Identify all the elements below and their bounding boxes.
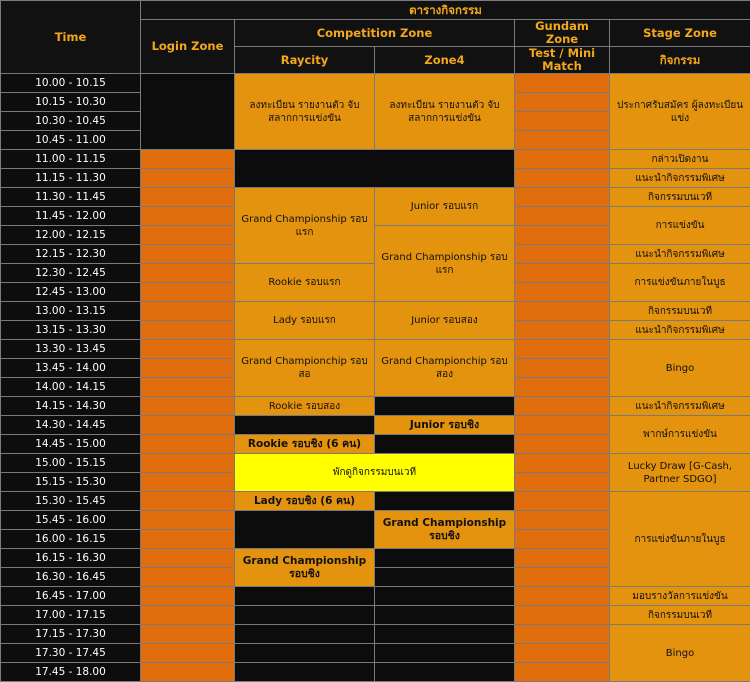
gundam-slot (515, 473, 610, 492)
gundam-slot (515, 74, 610, 93)
stage-activity: Bingo (610, 625, 750, 682)
gundam-slot (515, 359, 610, 378)
login-slot (141, 549, 235, 568)
gundam-slot (515, 226, 610, 245)
stage-activity: กิจกรรมบนเวที (610, 188, 750, 207)
stage-activity: แนะนำกิจกรรมพิเศษ (610, 321, 750, 340)
zone4-junior-final: Junior รอบชิง (375, 416, 515, 435)
gundam-slot (515, 112, 610, 131)
stage-activity: พากษ์การแข่งขัน (610, 416, 750, 454)
login-slot (141, 530, 235, 549)
competition-empty (235, 150, 515, 188)
gundam-slot (515, 511, 610, 530)
login-slot (141, 264, 235, 283)
gundam-sub-header: Test / Mini Match (515, 47, 610, 74)
gundam-slot (515, 93, 610, 112)
time-slot: 15.45 - 16.00 (1, 511, 141, 530)
login-slot (141, 188, 235, 207)
zone4-junior-round2: Junior รอบสอง (375, 302, 515, 340)
time-slot: 13.15 - 13.30 (1, 321, 141, 340)
login-slot (141, 663, 235, 682)
stage-zone-header: Stage Zone (610, 20, 750, 47)
stage-activity: การแข่งขันภายในบูธ (610, 264, 750, 302)
login-slot (141, 435, 235, 454)
zone4-junior-round1: Junior รอบแรก (375, 188, 515, 226)
login-slot (141, 492, 235, 511)
login-slot (141, 169, 235, 188)
time-slot: 14.00 - 14.15 (1, 378, 141, 397)
time-slot: 10.30 - 10.45 (1, 112, 141, 131)
stage-activity: แนะนำกิจกรรมพิเศษ (610, 169, 750, 188)
break-banner: พักดูกิจกรรมบนเวที (235, 454, 515, 492)
login-slot (141, 606, 235, 625)
raycity-empty (235, 511, 375, 549)
gundam-slot (515, 131, 610, 150)
raycity-empty (235, 606, 375, 625)
zone4-empty (375, 644, 515, 663)
schedule-title: ตารางกิจกรรม (141, 1, 750, 20)
gundam-slot (515, 150, 610, 169)
stage-activity: การแข่งขันภายในบูธ (610, 492, 750, 587)
time-slot: 15.15 - 15.30 (1, 473, 141, 492)
competition-zone-header: Competition Zone (235, 20, 515, 47)
gundam-slot (515, 340, 610, 359)
time-slot: 12.00 - 12.15 (1, 226, 141, 245)
raycity-gc-round2: Grand Championchip รอบสอ (235, 340, 375, 397)
time-slot: 13.30 - 13.45 (1, 340, 141, 359)
time-slot: 13.45 - 14.00 (1, 359, 141, 378)
time-slot: 12.30 - 12.45 (1, 264, 141, 283)
time-slot: 14.45 - 15.00 (1, 435, 141, 454)
login-zone-header: Login Zone (141, 20, 235, 74)
time-slot: 12.45 - 13.00 (1, 283, 141, 302)
gundam-slot (515, 568, 610, 587)
gundam-slot (515, 283, 610, 302)
zone4-registration: ลงทะเบียน รายงานตัว จับสลากการแข่งขัน (375, 74, 515, 150)
time-header: Time (1, 1, 141, 74)
zone4-gc-round2: Grand Championchip รอบสอง (375, 340, 515, 397)
stage-activity: กล่าวเปิดงาน (610, 150, 750, 169)
gundam-zone-header: Gundam Zone (515, 20, 610, 47)
raycity-lady-round1: Lady รอบแรก (235, 302, 375, 340)
raycity-gc-final: Grand Championship รอบชิง (235, 549, 375, 587)
gundam-slot (515, 245, 610, 264)
gundam-slot (515, 606, 610, 625)
zone4-gc-round1: Grand Championship รอบแรก (375, 226, 515, 302)
time-slot: 17.45 - 18.00 (1, 663, 141, 682)
time-slot: 13.00 - 13.15 (1, 302, 141, 321)
time-slot: 17.00 - 17.15 (1, 606, 141, 625)
login-slot (141, 473, 235, 492)
stage-activity: Bingo (610, 340, 750, 397)
time-slot: 17.15 - 17.30 (1, 625, 141, 644)
time-slot: 14.15 - 14.30 (1, 397, 141, 416)
time-slot: 17.30 - 17.45 (1, 644, 141, 663)
login-slot (141, 283, 235, 302)
time-slot: 11.00 - 11.15 (1, 150, 141, 169)
raycity-empty (235, 416, 375, 435)
raycity-empty (235, 625, 375, 644)
raycity-lady-final: Lady รอบชิง (6 คน) (235, 492, 375, 511)
stage-sub-header: กิจกรรม (610, 47, 750, 74)
stage-activity: แนะนำกิจกรรมพิเศษ (610, 397, 750, 416)
gundam-slot (515, 644, 610, 663)
raycity-empty (235, 587, 375, 606)
login-slot (141, 340, 235, 359)
gundam-slot (515, 435, 610, 454)
raycity-gc-round1: Grand Championship รอบแรก (235, 188, 375, 264)
zone4-gc-final: Grand Championship รอบชิง (375, 511, 515, 549)
zone4-header: Zone4 (375, 47, 515, 74)
login-slot (141, 302, 235, 321)
time-slot: 10.15 - 10.30 (1, 93, 141, 112)
raycity-registration: ลงทะเบียน รายงานตัว จับสลากการแข่งขัน (235, 74, 375, 150)
zone4-empty (375, 492, 515, 511)
time-slot: 14.30 - 14.45 (1, 416, 141, 435)
time-slot: 10.00 - 10.15 (1, 74, 141, 93)
time-slot: 12.15 - 12.30 (1, 245, 141, 264)
zone4-empty (375, 587, 515, 606)
gundam-slot (515, 378, 610, 397)
time-slot: 10.45 - 11.00 (1, 131, 141, 150)
gundam-slot (515, 454, 610, 473)
stage-activity: ประกาศรับสมัคร ผู้ลงทะเบียนแข่ง (610, 74, 750, 150)
time-slot: 11.45 - 12.00 (1, 207, 141, 226)
gundam-slot (515, 169, 610, 188)
gundam-slot (515, 492, 610, 511)
login-slot (141, 245, 235, 264)
zone4-empty (375, 435, 515, 454)
zone4-empty (375, 397, 515, 416)
raycity-header: Raycity (235, 47, 375, 74)
gundam-slot (515, 416, 610, 435)
login-slot (141, 397, 235, 416)
time-slot: 11.30 - 11.45 (1, 188, 141, 207)
zone4-empty (375, 606, 515, 625)
login-slot (141, 568, 235, 587)
zone4-empty (375, 663, 515, 682)
gundam-slot (515, 302, 610, 321)
login-slot (141, 226, 235, 245)
time-slot: 16.15 - 16.30 (1, 549, 141, 568)
login-slot (141, 321, 235, 340)
time-slot: 11.15 - 11.30 (1, 169, 141, 188)
zone4-empty (375, 549, 515, 568)
stage-activity: มอบรางวัลการแข่งขัน (610, 587, 750, 606)
stage-activity: กิจกรรมบนเวที (610, 606, 750, 625)
gundam-slot (515, 530, 610, 549)
login-slot (141, 359, 235, 378)
login-slot (141, 416, 235, 435)
time-slot: 16.00 - 16.15 (1, 530, 141, 549)
stage-activity: การแข่งขัน (610, 207, 750, 245)
login-slot (141, 378, 235, 397)
gundam-slot (515, 188, 610, 207)
login-empty (141, 74, 235, 150)
gundam-slot (515, 264, 610, 283)
gundam-slot (515, 549, 610, 568)
login-slot (141, 511, 235, 530)
zone4-empty (375, 625, 515, 644)
gundam-slot (515, 207, 610, 226)
raycity-rookie-round1: Rookie รอบแรก (235, 264, 375, 302)
gundam-slot (515, 397, 610, 416)
raycity-empty (235, 644, 375, 663)
raycity-rookie-round2: Rookie รอบสอง (235, 397, 375, 416)
raycity-empty (235, 663, 375, 682)
login-slot (141, 625, 235, 644)
gundam-slot (515, 663, 610, 682)
login-slot (141, 587, 235, 606)
gundam-slot (515, 587, 610, 606)
stage-activity: แนะนำกิจกรรมพิเศษ (610, 245, 750, 264)
time-slot: 15.30 - 15.45 (1, 492, 141, 511)
gundam-slot (515, 321, 610, 340)
zone4-empty (375, 568, 515, 587)
stage-activity: กิจกรรมบนเวที (610, 302, 750, 321)
gundam-slot (515, 625, 610, 644)
raycity-rookie-final: Rookie รอบชิง (6 คน) (235, 435, 375, 454)
stage-activity: Lucky Draw [G-Cash, Partner SDGO] (610, 454, 750, 492)
login-slot (141, 644, 235, 663)
login-slot (141, 207, 235, 226)
login-slot (141, 150, 235, 169)
login-slot (141, 454, 235, 473)
time-slot: 16.30 - 16.45 (1, 568, 141, 587)
time-slot: 15.00 - 15.15 (1, 454, 141, 473)
time-slot: 16.45 - 17.00 (1, 587, 141, 606)
